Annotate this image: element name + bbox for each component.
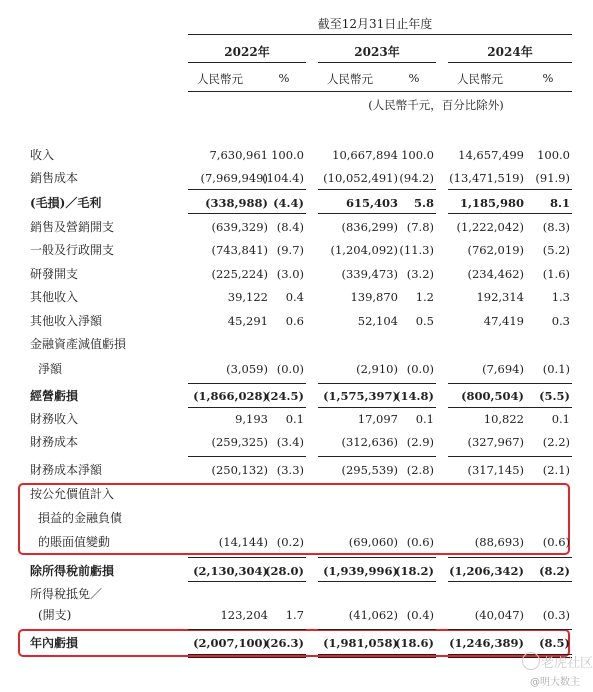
amount-cell: (743,841): [211, 243, 268, 257]
row-label: 損益的金融負債: [38, 511, 123, 525]
percent-cell: (5.5): [539, 389, 570, 403]
amount-cell: 17,097: [357, 412, 398, 426]
subtotal-rule: [188, 189, 306, 190]
row-label: 的賬面值變動: [38, 535, 111, 549]
subtotal-rule: [448, 383, 572, 384]
amount-cell: 47,419: [483, 314, 524, 328]
subtotal-rule: [188, 629, 306, 630]
year-2022: 2022年: [224, 45, 270, 59]
header-rule-top: [188, 34, 572, 35]
amount-cell: (2,007,100): [193, 636, 268, 650]
percent-cell: (7.8): [406, 220, 434, 234]
amount-cell: (13,471,519): [449, 171, 524, 185]
amount-cell: 7,630,961: [209, 148, 268, 162]
percent-cell: (14.8): [395, 389, 434, 403]
amount-cell: (1,206,342): [449, 564, 524, 578]
amount-cell: (1,866,028): [193, 389, 268, 403]
amount-cell: (1,222,042): [456, 220, 524, 234]
period-title: 截至12月31日止年度: [317, 17, 433, 31]
percent-cell: (1.6): [542, 267, 570, 281]
subtotal-rule: [448, 581, 572, 582]
amount-cell: (338,988): [205, 196, 268, 210]
amount-cell: 10,667,894: [332, 148, 398, 162]
double-rule: [318, 657, 436, 658]
amount-cell: 10,822: [483, 412, 524, 426]
amount-cell: (2,910): [356, 362, 398, 376]
amount-cell: (2,130,304): [193, 564, 268, 578]
amount-cell: (639,329): [211, 220, 268, 234]
row-label: 金融資產減值虧損: [30, 337, 127, 351]
amount-cell: 52,104: [357, 314, 398, 328]
row-label: 年內虧損: [30, 636, 79, 650]
amount-cell: (295,539): [341, 463, 398, 477]
percent-cell: (3.0): [276, 267, 304, 281]
subtotal-rule: [318, 629, 436, 630]
amount-cell: (327,967): [467, 435, 524, 449]
subtotal-rule: [318, 581, 436, 582]
subtotal-rule: [318, 383, 436, 384]
percent-cell: 1.3: [551, 290, 570, 304]
percent-cell: (9.7): [276, 243, 304, 257]
percent-cell: (8.3): [542, 220, 570, 234]
amount-cell: 615,403: [345, 196, 398, 210]
percent-cell: (3.3): [276, 463, 304, 477]
subtotal-rule: [188, 557, 306, 558]
row-label: (開支): [38, 608, 72, 622]
row-label: 除所得稅前虧損: [30, 564, 115, 578]
percent-cell: (0.6): [542, 535, 570, 549]
subtotal-rule: [188, 213, 306, 214]
year-rule-2024: [448, 62, 572, 63]
currency-header-2024: 人民幣元: [457, 72, 503, 86]
percent-cell: 5.8: [413, 196, 434, 210]
percent-cell: 0.3: [551, 314, 570, 328]
subtotal-rule: [188, 383, 306, 384]
subtotal-rule: [448, 213, 572, 214]
subtotal-rule: [188, 407, 306, 408]
amount-cell: (762,019): [467, 243, 524, 257]
percent-cell: 0.1: [551, 412, 570, 426]
percent-cell: (0.2): [276, 535, 304, 549]
subtotal-rule: [188, 456, 306, 457]
percent-cell: (8.5): [539, 636, 570, 650]
percent-cell: (91.9): [535, 171, 570, 185]
year-2023: 2023年: [354, 45, 400, 59]
amount-cell: (234,462): [467, 267, 524, 281]
percent-cell: 100.0: [271, 148, 304, 162]
amount-cell: (250,132): [211, 463, 268, 477]
amount-cell: (69,060): [348, 535, 398, 549]
row-label: 一般及行政開支: [30, 243, 115, 257]
percent-cell: 100.0: [401, 148, 434, 162]
amount-cell: (836,299): [341, 220, 398, 234]
percent-cell: 1.7: [285, 608, 304, 622]
amount-cell: (317,145): [467, 463, 524, 477]
row-label: 所得稅抵免／: [30, 587, 103, 601]
row-label: 按公允價值計入: [30, 487, 115, 501]
amount-cell: 192,314: [476, 290, 524, 304]
percent-header-2024: %: [542, 71, 554, 85]
percent-cell: (0.4): [406, 608, 434, 622]
subtotal-rule: [448, 189, 572, 190]
amount-cell: (1,246,389): [449, 636, 524, 650]
percent-cell: 0.4: [285, 290, 304, 304]
percent-cell: (0.3): [542, 608, 570, 622]
amount-cell: (14,144): [218, 535, 268, 549]
row-label: 經營虧損: [30, 389, 79, 403]
percent-cell: 0.1: [415, 412, 434, 426]
amount-cell: (259,325): [211, 435, 268, 449]
percent-cell: (18.2): [395, 564, 434, 578]
header-rule-bottom: [188, 91, 572, 92]
percent-cell: 1.2: [415, 290, 434, 304]
row-label: 研發開支: [30, 267, 79, 281]
amount-cell: 123,204: [220, 608, 268, 622]
percent-cell: (2.8): [406, 463, 434, 477]
percent-cell: (104.4): [262, 171, 304, 185]
amount-cell: (40,047): [474, 608, 524, 622]
percent-cell: (0.6): [406, 535, 434, 549]
amount-cell: (7,694): [482, 362, 524, 376]
percent-cell: (2.1): [542, 463, 570, 477]
amount-cell: (41,062): [348, 608, 398, 622]
percent-cell: 100.0: [537, 148, 570, 162]
percent-cell: (18.6): [395, 636, 434, 650]
row-label: 財務成本淨額: [30, 463, 103, 477]
percent-cell: 0.1: [285, 412, 304, 426]
percent-cell: (0.0): [406, 362, 434, 376]
subtotal-rule: [318, 189, 436, 190]
year-rule-2022: [188, 62, 306, 63]
amount-cell: 45,291: [227, 314, 268, 328]
currency-header-2022: 人民幣元: [197, 72, 243, 86]
subtotal-rule: [188, 654, 306, 655]
subtotal-rule: [318, 213, 436, 214]
watermark-handle: @明大数主: [530, 677, 580, 688]
unit-note: (人民幣千元，百分比除外): [368, 98, 504, 112]
percent-header-2022: %: [278, 71, 290, 85]
row-label: 淨額: [38, 362, 63, 376]
percent-cell: (28.0): [265, 564, 304, 578]
row-label: 其他收入: [30, 290, 79, 304]
amount-cell: (225,224): [211, 267, 268, 281]
subtotal-rule: [318, 654, 436, 655]
row-label: 收入: [30, 148, 55, 162]
watermark-logo-icon: [522, 652, 540, 670]
subtotal-rule: [188, 581, 306, 582]
percent-cell: (0.0): [276, 362, 304, 376]
watermark-text: 老虎社区: [541, 656, 593, 671]
percent-cell: (3.2): [406, 267, 434, 281]
amount-cell: (1,204,092): [330, 243, 398, 257]
amount-cell: 139,870: [350, 290, 398, 304]
percent-cell: (4.4): [273, 196, 304, 210]
amount-cell: (1,939,996): [323, 564, 398, 578]
amount-cell: (312,636): [341, 435, 398, 449]
subtotal-rule: [448, 629, 572, 630]
double-rule: [188, 657, 306, 658]
amount-cell: (1,981,058): [323, 636, 398, 650]
amount-cell: (10,052,491): [323, 171, 398, 185]
subtotal-rule: [318, 456, 436, 457]
percent-cell: (0.1): [542, 362, 570, 376]
subtotal-rule: [448, 456, 572, 457]
percent-cell: (5.2): [542, 243, 570, 257]
subtotal-rule: [448, 557, 572, 558]
percent-cell: (8.2): [539, 564, 570, 578]
percent-cell: (2.2): [542, 435, 570, 449]
percent-cell: (26.3): [265, 636, 304, 650]
percent-cell: (94.2): [399, 171, 434, 185]
percent-cell: (2.9): [406, 435, 434, 449]
year-2024: 2024年: [487, 45, 533, 59]
amount-cell: 9,193: [235, 412, 268, 426]
amount-cell: (1,575,397): [323, 389, 398, 403]
amount-cell: 1,185,980: [459, 196, 524, 210]
percent-cell: (3.4): [276, 435, 304, 449]
percent-cell: 0.6: [285, 314, 304, 328]
row-label: 財務收入: [30, 412, 79, 426]
percent-cell: (11.3): [399, 243, 434, 257]
row-label: (毛損)／毛利: [30, 196, 102, 210]
year-rule-2023: [318, 62, 436, 63]
percent-cell: (8.4): [276, 220, 304, 234]
percent-cell: 8.1: [549, 196, 570, 210]
amount-cell: 39,122: [227, 290, 268, 304]
row-label: 銷售及營銷開支: [30, 220, 115, 234]
percent-cell: 0.5: [415, 314, 434, 328]
amount-cell: (800,504): [461, 389, 524, 403]
row-label: 銷售成本: [30, 171, 79, 185]
percent-header-2023: %: [408, 71, 420, 85]
subtotal-rule: [318, 557, 436, 558]
row-label: 其他收入淨額: [30, 314, 103, 328]
row-label: 財務成本: [30, 435, 79, 449]
amount-cell: (7,969,949): [200, 171, 268, 185]
percent-cell: (24.5): [265, 389, 304, 403]
amount-cell: 14,657,499: [458, 148, 524, 162]
amount-cell: (3,059): [226, 362, 268, 376]
subtotal-rule: [448, 407, 572, 408]
currency-header-2023: 人民幣元: [327, 72, 373, 86]
amount-cell: (88,693): [474, 535, 524, 549]
subtotal-rule: [318, 407, 436, 408]
amount-cell: (339,473): [341, 267, 398, 281]
